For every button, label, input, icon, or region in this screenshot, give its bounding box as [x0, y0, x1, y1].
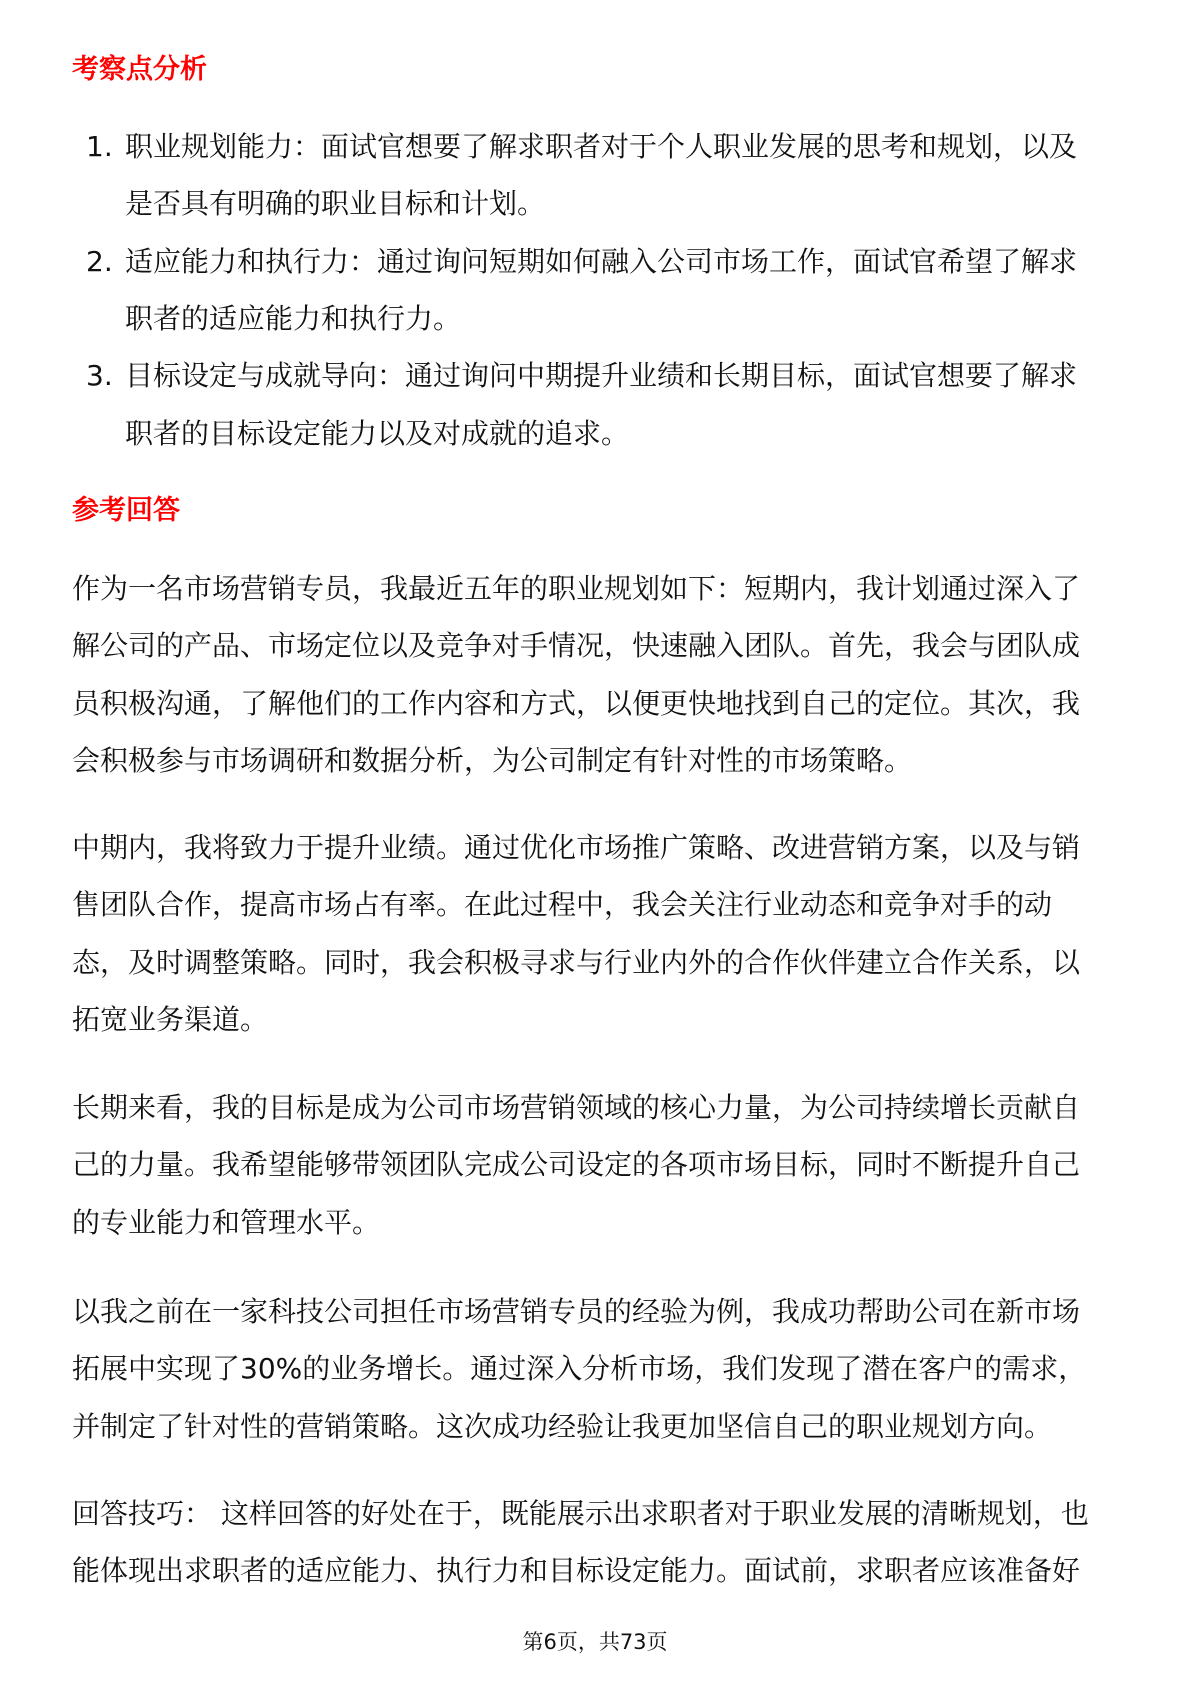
paragraph-line: 的专业能力和管理水平。: [72, 1205, 381, 1239]
list-number: 2.: [86, 244, 113, 278]
list-item-line: 目标设定与成就导向：通过询问中期提升业绩和长期目标，面试官想要了解求: [125, 359, 1078, 393]
list-item-line: 是否具有明确的职业目标和计划。: [125, 187, 546, 221]
paragraph-line: 以我之前在一家科技公司担任市场营销专员的经验为例，我成功帮助公司在新市场: [72, 1295, 1081, 1328]
list-number: 3.: [86, 359, 113, 393]
list-item-line: 职业规划能力：面试官想要了解求职者对于个人职业发展的思考和规划，以及: [125, 130, 1078, 163]
paragraph-line: 拓展中实现了30%的业务增长。通过深入分析市场，我们发现了潜在客户的需求，: [72, 1352, 1087, 1386]
paragraph-line: 能体现出求职者的适应能力、执行力和目标设定能力。面试前，求职者应该准备好: [72, 1554, 1081, 1588]
list-item-line: 职者的适应能力和执行力。: [125, 301, 462, 335]
page-number: 第6页，共73页: [522, 1630, 668, 1654]
paragraph-line: 己的力量。我希望能够带领团队完成公司设定的各项市场目标，同时不断提升自己: [72, 1148, 1081, 1182]
list-item-line: 适应能力和执行力：通过询问短期如何融入公司市场工作，面试官希望了解求: [125, 244, 1078, 278]
paragraph-line: 态，及时调整策略。同时，我会积极寻求与行业内外的合作伙伴建立合作关系，以: [72, 945, 1081, 979]
paragraph-line: 回答技巧： 这样回答的好处在于，既能展示出求职者对于职业发展的清晰规划，也: [72, 1497, 1089, 1530]
paragraph-line: 会积极参与市场调研和数据分析，为公司制定有针对性的市场策略。: [72, 743, 913, 777]
section-title-analysis: 考察点分析: [72, 54, 207, 85]
paragraph-line: 作为一名市场营销专员，我最近五年的职业规划如下：短期内，我计划通过深入了: [72, 572, 1081, 605]
paragraph-line: 中期内，我将致力于提升业绩。通过优化市场推广策略、改进营销方案，以及与销: [72, 831, 1081, 864]
list-number: 1.: [86, 130, 113, 163]
paragraph-line: 长期来看，我的目标是成为公司市场营销领域的核心力量，为公司持续增长贡献自: [72, 1091, 1081, 1124]
paragraph-line: 拓宽业务渠道。: [72, 1002, 269, 1036]
section-title-answer: 参考回答: [72, 495, 180, 526]
paragraph-line: 并制定了针对性的营销策略。这次成功经验让我更加坚信自己的职业规划方向。: [72, 1409, 1053, 1443]
list-item-line: 职者的目标设定能力以及对成就的追求。: [125, 416, 630, 450]
paragraph-line: 解公司的产品、市场定位以及竞争对手情况，快速融入团队。首先，我会与团队成: [72, 629, 1081, 663]
paragraph-line: 售团队合作，提高市场占有率。在此过程中，我会关注行业动态和竞争对手的动: [72, 888, 1053, 922]
paragraph-line: 员积极沟通，了解他们的工作内容和方式，以便更快地找到自己的定位。其次，我: [72, 686, 1081, 720]
